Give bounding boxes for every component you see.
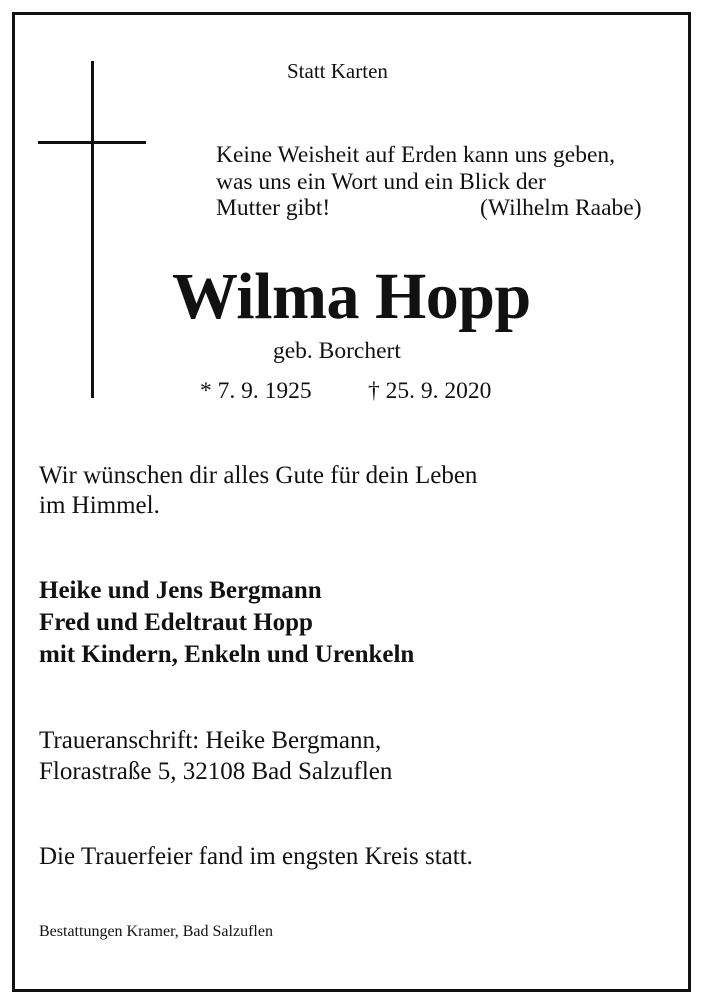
- deceased-name: Wilma Hopp: [172, 260, 531, 333]
- undertaker-credit: Bestattungen Kramer, Bad Salzuflen: [39, 923, 273, 940]
- maiden-name: geb. Borchert: [273, 338, 401, 364]
- quote-line-2: was uns ein Wort und ein Blick der: [216, 169, 546, 195]
- birth-date: * 7. 9. 1925: [200, 378, 312, 404]
- quote-line-1: Keine Weisheit auf Erden kann uns geben,: [216, 142, 616, 168]
- statt-karten-note: Statt Karten: [287, 59, 388, 83]
- mourner-line: Fred und Edeltraut Hopp: [39, 609, 313, 636]
- death-date: † 25. 9. 2020: [368, 378, 492, 404]
- mourner-line: Heike und Jens Bergmann: [39, 577, 322, 604]
- wish-line-2: im Himmel.: [39, 492, 160, 519]
- cross-horizontal-bar: [38, 141, 146, 144]
- quote-author: (Wilhelm Raabe): [480, 195, 642, 221]
- address-line-1: Traueranschrift: Heike Bergmann,: [39, 727, 382, 754]
- address-line-2: Florastraße 5, 32108 Bad Salzuflen: [39, 758, 393, 785]
- mourner-line: mit Kindern, Enkeln und Urenkeln: [39, 641, 415, 668]
- ceremony-note: Die Trauerfeier fand im engsten Kreis statt.: [39, 843, 473, 870]
- cross-vertical-bar: [91, 61, 94, 398]
- quote-line-3: Mutter gibt!: [216, 195, 331, 221]
- wish-line-1: Wir wünschen dir alles Gute für dein Leben: [39, 462, 478, 489]
